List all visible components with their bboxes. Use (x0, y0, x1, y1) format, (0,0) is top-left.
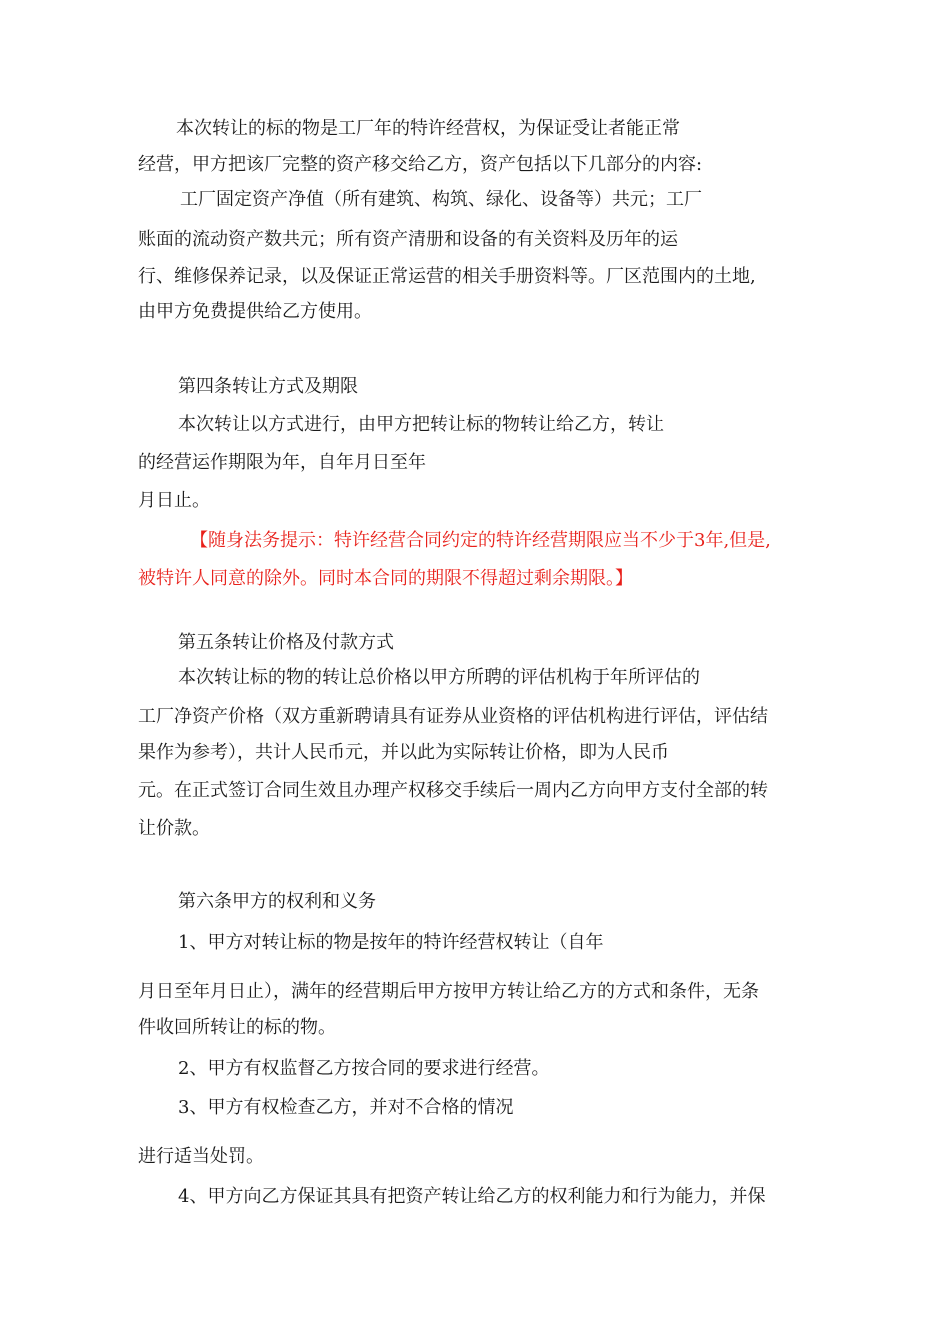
intro-line-5: 行、维修保养记录，以及保证正常运营的相关手册资料等。厂区范围内的土地, (138, 266, 756, 287)
legal-notice-line-2: 被特许人同意的除外。同时本合同的期限不得超过剩余期限。】 (138, 568, 633, 589)
article-5-line-3: 果作为参考），共计人民币元，并以此为实际转让价格，即为人民币 (138, 742, 669, 763)
legal-notice-line-1: 【随身法务提示：特许经营合同约定的特许经营期限应当不少于3年,但是, (190, 530, 771, 551)
article-6-item-1-line-1: 1、甲方对转让标的物是按年的特许经营权转让（自年 (178, 932, 604, 953)
article-5-title: 第五条转让价格及付款方式 (178, 632, 394, 653)
intro-line-3: 工厂固定资产净值（所有建筑、构筑、绿化、设备等）共元；工厂 (180, 189, 702, 210)
intro-line-1: 本次转让的标的物是工厂年的特许经营权，为保证受让者能正常 (176, 118, 680, 139)
article-6-item-3-line-2: 进行适当处罚。 (138, 1146, 264, 1167)
article-6-item-2: 2、甲方有权监督乙方按合同的要求进行经营。 (178, 1058, 550, 1079)
article-6-item-1-line-2: 月日至年月日止），满年的经营期后甲方按甲方转让给乙方的方式和条件，无条 (138, 981, 759, 1002)
article-6-title: 第六条甲方的权利和义务 (178, 891, 376, 912)
article-5-line-2: 工厂净资产价格（双方重新聘请具有证券从业资格的评估机构进行评估，评估结 (138, 706, 768, 727)
article-4-title: 第四条转让方式及期限 (178, 376, 358, 397)
article-5-line-5: 让价款。 (138, 818, 210, 839)
article-4-line-3: 月日止。 (138, 490, 210, 511)
article-6-item-1-line-3: 件收回所转让的标的物。 (138, 1017, 336, 1038)
article-6-item-4-line-1: 4、甲方向乙方保证其具有把资产转让给乙方的权利能力和行为能力，并保 (178, 1186, 766, 1207)
article-4-line-2: 的经营运作期限为年，自年月日至年 (138, 452, 426, 473)
article-5-line-4: 元。在正式签订合同生效且办理产权移交手续后一周内乙方向甲方支付全部的转 (138, 780, 768, 801)
article-5-line-1: 本次转让标的物的转让总价格以甲方所聘的评估机构于年所评估的 (178, 667, 700, 688)
article-6-item-3-line-1: 3、甲方有权检查乙方，并对不合格的情况 (178, 1097, 514, 1118)
intro-line-2: 经营，甲方把该厂完整的资产移交给乙方，资产包括以下几部分的内容: (138, 154, 703, 175)
intro-line-4: 账面的流动资产数共元；所有资产清册和设备的有关资料及历年的运 (138, 229, 678, 250)
article-4-line-1: 本次转让以方式进行，由甲方把转让标的物转让给乙方，转让 (178, 414, 664, 435)
intro-line-6: 由甲方免费提供给乙方使用。 (138, 301, 372, 322)
